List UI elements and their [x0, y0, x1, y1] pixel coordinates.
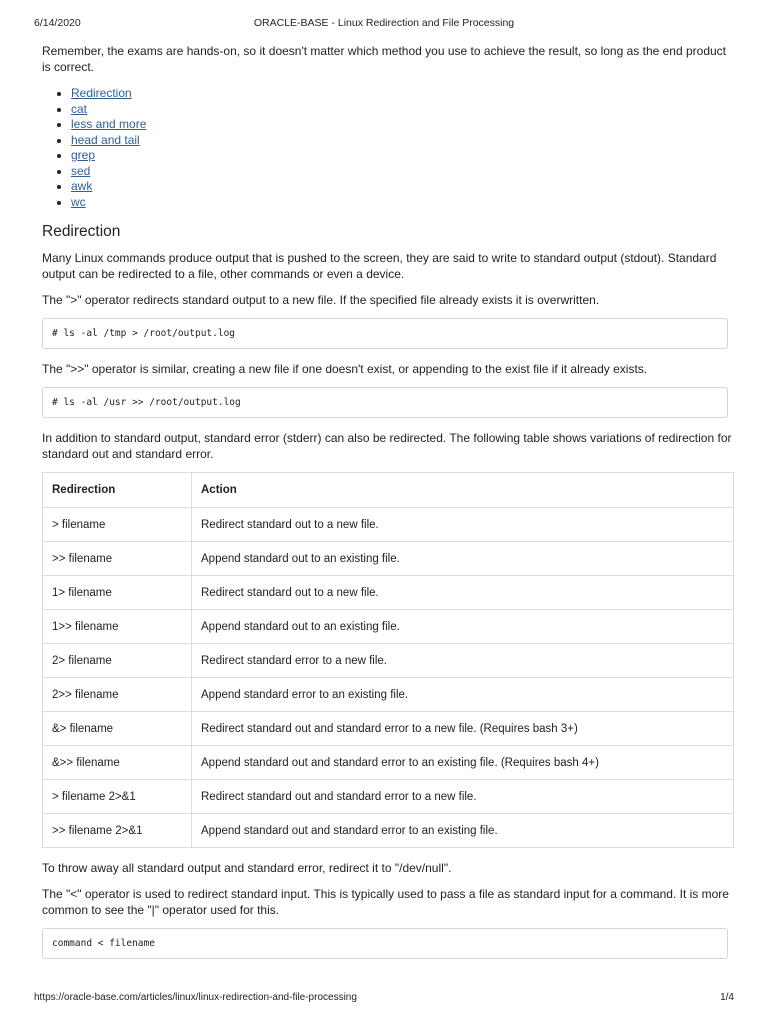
action-cell: Append standard out and standard error to an existing file. (Requires bash 4+) — [192, 746, 734, 780]
action-cell: Append standard out to an existing file. — [192, 542, 734, 576]
code-block-append[interactable]: # ls -al /usr >> /root/output.log — [42, 387, 728, 418]
column-header-action: Action — [192, 473, 734, 508]
toc-link-sed[interactable]: sed — [71, 163, 91, 178]
table-row — [43, 746, 734, 780]
paragraph-stdout: Many Linux commands produce output that is pushed to the screen, they are said to write to standard output (stdout). Standard output can be redirected to a file, other commands or even a device. — [42, 251, 717, 281]
toc-item — [71, 86, 734, 102]
redirection-cell: >> filename 2>&1 — [43, 814, 192, 848]
toc-link-grep[interactable]: grep — [71, 148, 96, 162]
action-cell: Redirect standard error to a new file. — [192, 644, 734, 678]
toc-item — [71, 102, 734, 118]
toc-item — [71, 179, 734, 195]
redirection-cell: >> filename — [43, 542, 192, 576]
toc-link-redirection[interactable]: Redirection — [71, 86, 132, 100]
page-number: 1/4 — [720, 992, 734, 1003]
paragraph-dev-null: To throw away all standard output and standard error, redirect it to "/dev/null". — [42, 861, 452, 875]
redirection-cell: &>> filename — [43, 746, 192, 780]
toc-link-wc[interactable]: wc — [71, 194, 86, 209]
print-footer — [34, 992, 734, 1006]
paragraph-overwrite: The ">" operator redirects standard output to a new file. If the specified file already exists it is overwritten. — [42, 293, 600, 307]
redirection-cell: 1>> filename — [43, 610, 192, 644]
toc-link-cat[interactable]: cat — [71, 101, 88, 116]
paragraph-stdin: The "<" operator is used to redirect standard input. This is typically used to pass a file as standard input for a command. It is more common to see the "|" operator used for this. — [42, 887, 729, 917]
toc-item — [71, 164, 734, 180]
table-row — [43, 814, 734, 848]
toc-link-head-and-tail[interactable]: head and tail — [71, 132, 140, 147]
action-cell: Redirect standard out to a new file. — [192, 508, 734, 542]
table-header-row — [43, 473, 734, 508]
redirection-cell: > filename 2>&1 — [43, 780, 192, 814]
action-cell: Redirect standard out and standard error to a new file. — [192, 780, 734, 814]
article-content — [42, 43, 734, 971]
table-row — [43, 610, 734, 644]
print-url: https://oracle-base.com/articles/linux/linux-redirection-and-file-processing — [34, 992, 357, 1003]
code-block-stdin[interactable]: command < filename — [42, 928, 728, 959]
table-row — [43, 678, 734, 712]
redirection-cell: > filename — [43, 508, 192, 542]
redirection-cell: &> filename — [43, 712, 192, 746]
table-row — [43, 542, 734, 576]
action-cell: Append standard error to an existing file. — [192, 678, 734, 712]
action-cell: Append standard out and standard error to an existing file. — [192, 814, 734, 848]
intro-paragraph: Remember, the exams are hands-on, so it doesn't matter which method you use to achieve the result, so long as the end product is correct. — [42, 44, 727, 74]
toc-item — [71, 133, 734, 149]
redirection-table — [42, 472, 734, 848]
toc-link-awk[interactable]: awk — [71, 179, 93, 193]
redirection-cell: 2> filename — [43, 644, 192, 678]
toc-item — [71, 117, 734, 133]
toc-link-less-and-more[interactable]: less and more — [71, 117, 147, 131]
toc-item — [71, 148, 734, 164]
section-heading: Redirection — [42, 223, 121, 240]
print-title: ORACLE-BASE - Linux Redirection and File Processing — [253, 17, 515, 29]
table-of-contents — [42, 86, 734, 210]
redirection-cell: 2>> filename — [43, 678, 192, 712]
paragraph-stderr: In addition to standard output, standard error (stderr) can also be redirected. The following table shows variations of redirection for standard out and standard error. — [42, 431, 732, 461]
table-row — [43, 780, 734, 814]
table-row — [43, 644, 734, 678]
action-cell: Append standard out to an existing file. — [192, 610, 734, 644]
print-header — [34, 17, 734, 31]
action-cell: Redirect standard out and standard error to a new file. (Requires bash 3+) — [192, 712, 734, 746]
toc-item — [71, 195, 734, 211]
paragraph-append: The ">>" operator is similar, creating a new file if one doesn't exist, or appending to the exist file if it already exists. — [42, 362, 648, 376]
code-block-overwrite[interactable]: # ls -al /tmp > /root/output.log — [42, 318, 728, 349]
table-row — [43, 508, 734, 542]
column-header-redirection: Redirection — [43, 473, 192, 508]
table-row — [43, 576, 734, 610]
redirection-cell: 1> filename — [43, 576, 192, 610]
table-row — [43, 712, 734, 746]
print-date: 6/14/2020 — [34, 17, 81, 29]
action-cell: Redirect standard out to a new file. — [192, 576, 734, 610]
